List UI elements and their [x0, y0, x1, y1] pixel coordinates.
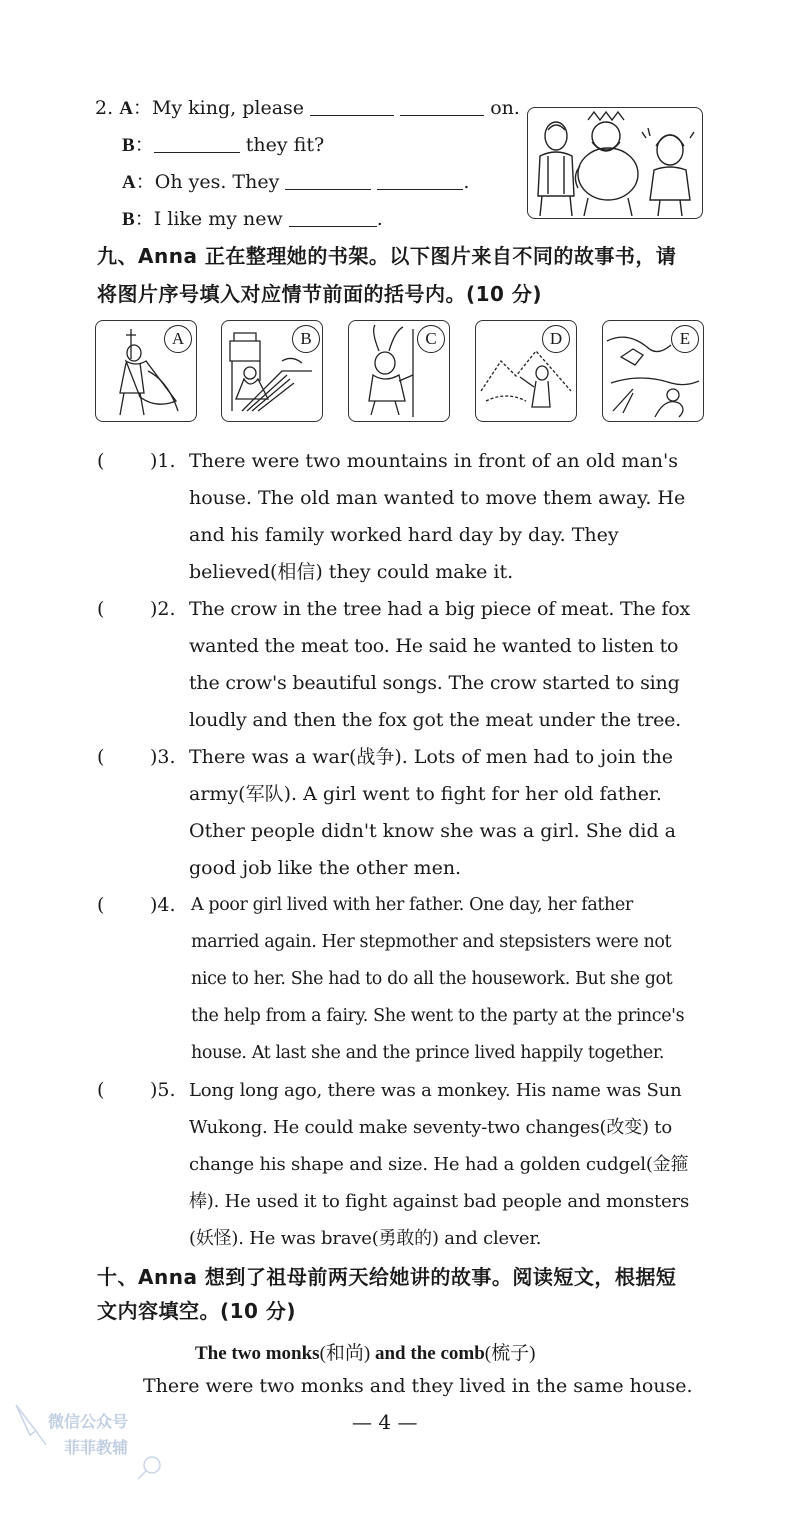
dialogue-line-3: A：Oh yes. They . — [122, 171, 470, 193]
answer-blank[interactable] — [377, 171, 463, 190]
emperor-illustration — [527, 107, 703, 219]
dialogue-line-4: B：I like my new . — [122, 208, 383, 230]
picture-a — [95, 320, 197, 422]
answer-paren[interactable]: ( — [97, 598, 105, 620]
story-paragraph: There were two monks and they lived in the same house. — [143, 1375, 693, 1397]
watermark-line-2: 菲菲教辅 — [64, 1438, 129, 1457]
answer-paren[interactable]: ( — [97, 746, 105, 768]
dialogue-line-2: B： they fit? — [122, 134, 325, 156]
section-9-heading-line-2: 将图片序号填入对应情节前面的括号内。(10 分) — [97, 282, 543, 306]
question-text: A poor girl lived with her father. One day, her father married again. Her stepmother and stepsisters were not nice to her. She had to do all the housework. But she got the help from a fairy. She went to the party at the prince's house. At last she and the prince lived happily together. — [191, 895, 685, 1063]
question-text: There were two mountains in front of an old man's house. The old man wanted to move them away. He and his family worked hard day by day. They believed(相信) they could make it. — [189, 450, 686, 583]
answer-blank[interactable] — [289, 208, 377, 227]
story-title: The two monks(和尚) and the comb(梳子) — [195, 1343, 536, 1364]
answer-paren[interactable]: ( — [97, 450, 105, 472]
question-number: )4. — [150, 894, 176, 916]
question-number: )2. — [150, 598, 176, 620]
picture-label: D — [542, 325, 570, 353]
picture-label: B — [292, 325, 320, 353]
picture-c — [348, 320, 450, 422]
answer-blank[interactable] — [285, 171, 371, 190]
section-9-heading-line-1: 九、Anna 正在整理她的书架。以下图片来自不同的故事书，请 — [97, 244, 677, 268]
question-text: Long long ago, there was a monkey. His name was Sun Wukong. He could make seventy-two changes(改变) to change his shape and size. He had a golden cudgel(金箍 棒). He used it to fight against bad people and monsters (妖怪). He was brave(勇敢的) and clever. — [189, 1080, 689, 1249]
dialogue-line-1: 2. A：My king, please on. — [95, 97, 520, 119]
question-text: There was a war(战争). Lots of men had to join the army(军队). A girl went to fight for her old father. Other people didn't know she was a girl. She did a good job like the other men. — [189, 746, 677, 879]
picture-label: A — [164, 325, 192, 353]
answer-blank[interactable] — [400, 97, 484, 116]
watermark-line-1: 微信公众号 — [48, 1412, 129, 1431]
answer-blank[interactable] — [310, 97, 394, 116]
question-number: )3. — [150, 746, 176, 768]
question-text: The crow in the tree had a big piece of meat. The fox wanted the meat too. He said he wanted to listen to the crow's beautiful songs. The crow started to sing loudly and then the fox got the meat under the tree. — [189, 598, 690, 731]
question-number: )1. — [150, 450, 176, 472]
answer-blank[interactable] — [154, 134, 240, 153]
picture-label: E — [671, 325, 699, 353]
page-number: — 4 — — [352, 1410, 418, 1434]
picture-d — [475, 320, 577, 422]
question-number: )5. — [150, 1079, 176, 1101]
section-10-heading-line-2: 文内容填空。(10 分) — [97, 1299, 297, 1323]
section-10-heading-line-1: 十、Anna 想到了祖母前两天给她讲的故事。阅读短文，根据短 — [97, 1265, 677, 1289]
picture-label: C — [417, 325, 445, 353]
watermark — [12, 1395, 162, 1485]
answer-paren[interactable]: ( — [97, 894, 105, 916]
picture-b — [221, 320, 323, 422]
emperor-drawing — [528, 108, 702, 218]
picture-e — [602, 320, 704, 422]
answer-paren[interactable]: ( — [97, 1079, 105, 1101]
